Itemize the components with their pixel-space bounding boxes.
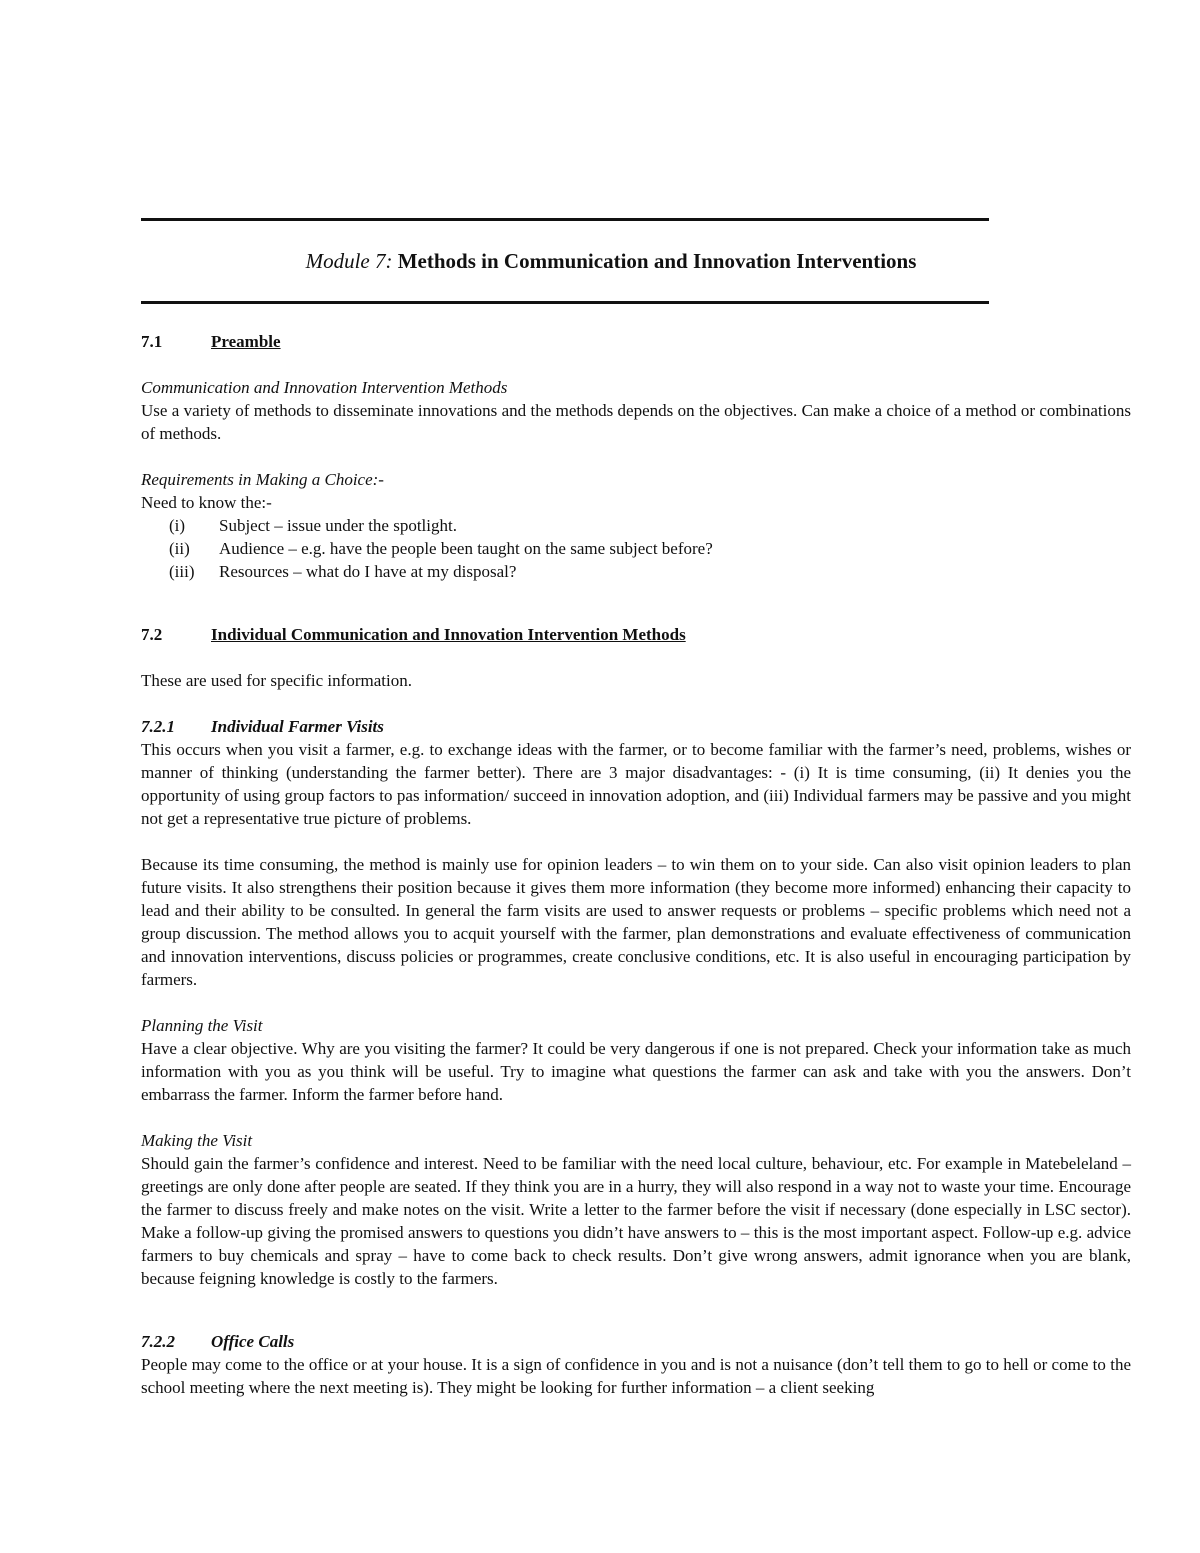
paragraph: Need to know the:- — [141, 493, 272, 512]
section-number: 7.1 — [141, 332, 163, 351]
module-title — [141, 247, 1081, 275]
label-planning-visit: Planning the Visit — [141, 1016, 263, 1035]
list-item — [141, 560, 1131, 583]
subsection-heading-7-2-2 — [141, 1330, 1131, 1353]
list-marker: (i) — [169, 516, 186, 535]
subsection-number: 7.2.2 — [141, 1332, 175, 1351]
list-item — [141, 514, 1131, 537]
paragraph: This occurs when you visit a farmer, e.g. to exchange ideas with the farmer, or to become familiar with the farmer’s need, problems, wishes or manner of thinking (understanding the farmer better). There are 3 major disadvantages: - (i) It is time consuming, (ii) It denies you the opportunity of using group factors to pas information/ succeed in innovation adoption, and (iii) Individual farmers may be passive and you might not get a representative true picture of problems. — [141, 740, 1131, 828]
paragraph: These are used for specific information. — [141, 671, 412, 690]
subsection-number: 7.2.1 — [141, 717, 175, 736]
top-rule — [141, 218, 989, 221]
section-number: 7.2 — [141, 625, 163, 644]
label-requirements: Requirements in Making a Choice:- — [141, 470, 384, 489]
list-item — [141, 537, 1131, 560]
requirements-list — [141, 514, 1131, 583]
section-title: Preamble — [211, 332, 281, 351]
list-marker: (iii) — [169, 562, 195, 581]
paragraph: Because its time consuming, the method is mainly use for opinion leaders – to win them on to your side. Can also visit opinion leaders to plan future visits. It also strengthens their position because it gives them more information (they become more informed) enhancing their capacity to lead and their ability to be consulted. In general the farm visits are used to answer requests or problems – specific problems which need not a group discussion. The method allows you to acquit yourself with the farmer, plan demonstrations and evaluate effectiveness of communication and innovation interventions, discuss policies or programmes, create conclusive conditions, etc. It is also useful in encouraging participation by farmers. — [141, 855, 1131, 989]
list-text: Subject – issue under the spotlight. — [219, 516, 457, 535]
subsection-heading-7-2-1 — [141, 715, 1131, 738]
label-making-visit: Making the Visit — [141, 1131, 253, 1150]
section-title: Individual Communication and Innovation Intervention Methods — [211, 625, 686, 644]
section-heading-7-1 — [141, 330, 1131, 353]
module-name: Methods in Communication and Innovation Interventions — [397, 249, 917, 273]
paragraph: Should gain the farmer’s confidence and interest. Need to be familiar with the need local culture, behaviour, etc. For example in Matebeleland – greetings are only done after people are seated. If they think you are in a hurry, they will also respond in a way not to waste your time. Encourage the farmer to discuss freely and make notes on the visit. Write a letter to the farmer before the visit if necessary (done especially in LSC sector). Make a follow-up giving the promised answers to questions you didn’t have answers to – this is the most important aspect. Follow-up e.g. advice farmers to buy chemicals and spray – have to come back to check results. Don’t give wrong answers, admit ignorance when you are blank, because feigning knowledge is costly to the farmers. — [141, 1154, 1131, 1288]
document-body — [141, 330, 1131, 1399]
paragraph: Use a variety of methods to disseminate innovations and the methods depends on the objectives. Can make a choice of a method or combinations of methods. — [141, 401, 1131, 443]
paragraph: People may come to the office or at your house. It is a sign of confidence in you and is not a nuisance (don’t tell them to go to hell or come to the school meeting where the next meeting is). They might be looking for further information – a client seeking — [141, 1355, 1131, 1397]
module-number: Module 7: — [305, 249, 393, 273]
bottom-rule — [141, 301, 989, 304]
list-text: Resources – what do I have at my disposal? — [219, 562, 517, 581]
subsection-title: Office Calls — [211, 1332, 295, 1351]
paragraph: Have a clear objective. Why are you visiting the farmer? It could be very dangerous if one is not prepared. Check your information take as much information with you as you think will be useful. Try to imagine what questions the farmer can ask and take with you the answers. Don’t embarrass the farmer. Inform the farmer before hand. — [141, 1039, 1131, 1104]
list-text: Audience – e.g. have the people been taught on the same subject before? — [219, 539, 713, 558]
section-heading-7-2 — [141, 623, 1131, 646]
label-methods: Communication and Innovation Intervention Methods — [141, 378, 508, 397]
list-marker: (ii) — [169, 539, 190, 558]
subsection-title: Individual Farmer Visits — [211, 717, 384, 736]
